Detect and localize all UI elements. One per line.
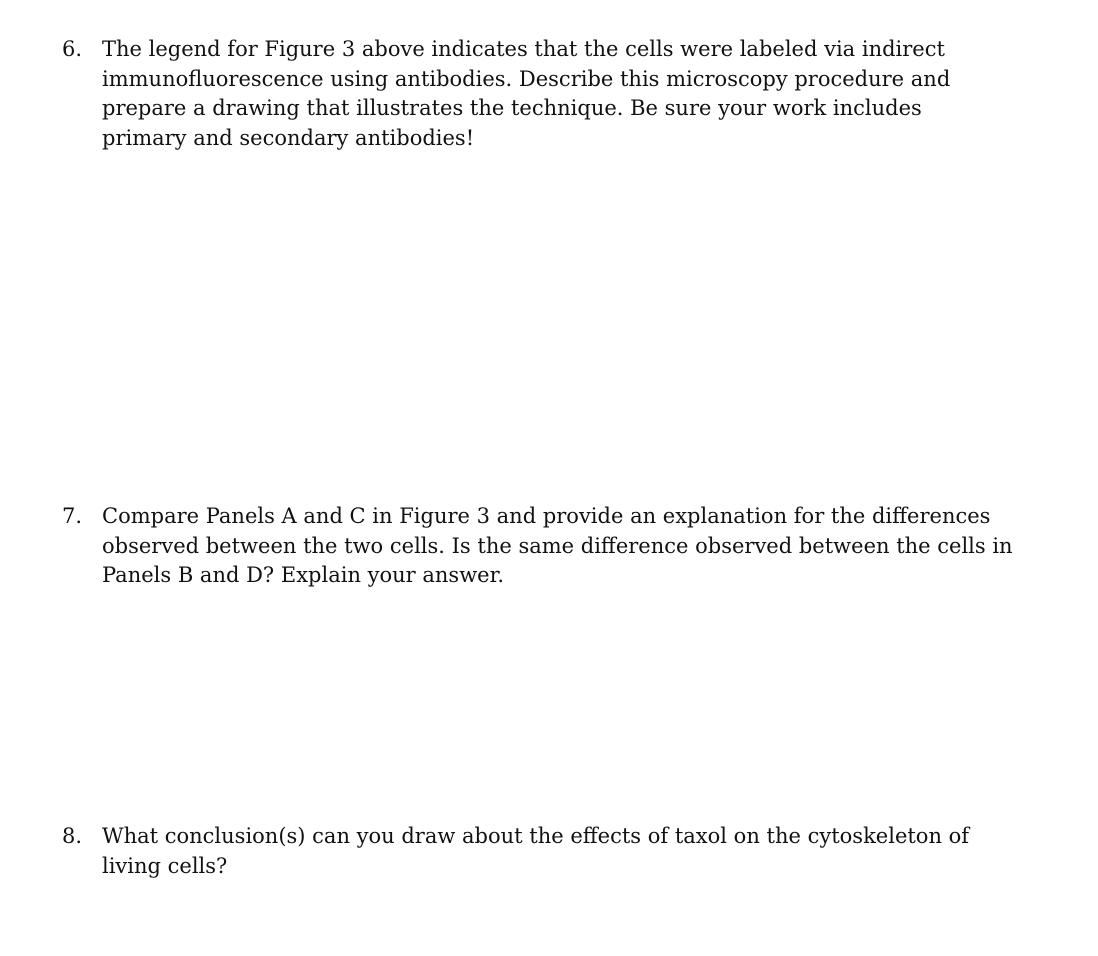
question-text-line: Compare Panels A and C in Figure 3 and provide an explanation for the differences — [102, 504, 991, 528]
question-number: 8. — [62, 824, 83, 848]
question-6 — [62, 35, 1072, 153]
question-text-line: living cells? — [102, 853, 228, 878]
question-text — [102, 502, 1072, 591]
question-text-line: What conclusion(s) can you draw about the effects of taxol on the cytoskeleton of — [102, 824, 970, 848]
question-text-line: The legend for Figure 3 above indicates that the cells were labeled via indirect — [102, 37, 945, 61]
question-text-line: observed between the two cells. Is the same difference observed between the cells in — [102, 533, 1013, 558]
question-number: 7. — [62, 504, 83, 528]
question-text-line: prepare a drawing that illustrates the technique. Be sure your work includes — [102, 96, 922, 120]
question-text — [102, 35, 1072, 153]
question-text-line: immunofluorescence using antibodies. Describe this microscopy procedure and — [102, 66, 951, 91]
question-text-line: Panels B and D? Explain your answer. — [102, 563, 505, 587]
question-text-line: primary and secondary antibodies! — [102, 125, 475, 150]
question-7 — [62, 502, 1072, 591]
question-text — [102, 822, 1072, 881]
question-number: 6. — [62, 37, 83, 61]
question-8 — [62, 822, 1072, 881]
